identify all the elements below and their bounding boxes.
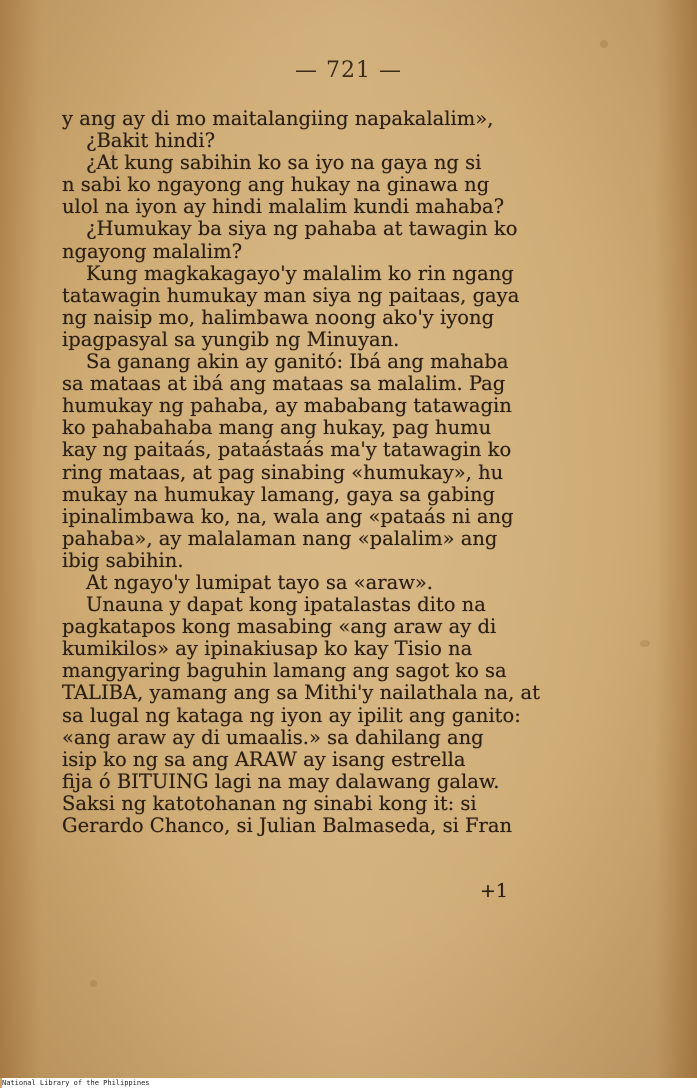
library-footer: National Library of the Philippines bbox=[2, 1078, 697, 1088]
page-number: — 721 — bbox=[295, 58, 402, 83]
text-line: n sabi ko ngayong ang hukay na ginawa ng bbox=[62, 174, 490, 197]
text-line: Sa ganang akin ay ganitó: Ibá ang mahaba bbox=[86, 351, 509, 374]
text-line: isip ko ng sa ang ARAW ay isang estrella bbox=[62, 748, 466, 771]
text-line: TALIBA, yamang ang sa Mithi'y nailathala na, at bbox=[62, 682, 540, 705]
text-line: ngayong malalim? bbox=[62, 240, 243, 263]
signature-mark: +1 bbox=[480, 880, 509, 902]
text-line: ipagpasyal sa yungib ng Minuyan. bbox=[62, 328, 400, 351]
text-line: humukay ng pahaba, ay mababang tatawagin bbox=[62, 395, 512, 418]
text-line: sa mataas at ibá ang mataas sa malalim. Pag bbox=[62, 373, 506, 396]
stain bbox=[600, 40, 608, 48]
text-line: «ang araw ay di umaalis.» sa dahilang ang bbox=[62, 726, 484, 749]
text-line: Unauna y dapat kong ipatalastas dito na bbox=[86, 594, 486, 617]
text-line: ng naisip mo, halimbawa noong ako'y iyong bbox=[62, 306, 495, 329]
text-line: Gerardo Chanco, si Julian Balmaseda, si Fran bbox=[62, 815, 513, 837]
text-line: pagkatapos kong masabing «ang araw ay di bbox=[62, 616, 497, 639]
text-line: tatawagin humukay man siya ng paitaas, gaya bbox=[62, 284, 520, 307]
text-line: ulol na iyon ay hindi malalim kundi mahaba? bbox=[62, 196, 505, 219]
text-line: mangyaring baguhin lamang ang sagot ko sa bbox=[62, 660, 507, 683]
text-line: At ngayo'y lumipat tayo sa «araw». bbox=[86, 571, 434, 594]
stain bbox=[90, 980, 97, 987]
text-line: y ang ay di mo maitalangiing napakalalim», bbox=[62, 108, 494, 130]
stain bbox=[640, 640, 650, 647]
text-line: ring mataas, at pag sinabing «humukay», hu bbox=[62, 461, 504, 484]
text-line: kay ng paitaás, pataástaás ma'y tatawagin ko bbox=[62, 439, 512, 462]
text-line: ¿At kung sabihin ko sa iyo na gaya ng si bbox=[86, 152, 482, 175]
text-line: mukay na humukay lamang, gaya sa gabing bbox=[62, 483, 495, 506]
text-line: sa lugal ng kataga ng iyon ay ipilit ang ganito: bbox=[62, 704, 521, 727]
text-line: ¿Bakit hindi? bbox=[86, 130, 216, 153]
text-line: Kung magkakagayo'y malalim ko rin ngang bbox=[86, 262, 514, 285]
text-line: fija ó BITUING lagi na may dalawang galaw. bbox=[62, 770, 500, 793]
text-line: Saksi ng katotohanan ng sinabi kong it: si bbox=[62, 792, 477, 815]
text-line: ipinalimbawa ko, na, wala ang «pataás ni ang bbox=[62, 505, 514, 528]
page-body-text bbox=[62, 108, 570, 837]
text-line: pahaba», ay malalaman nang «palalim» ang bbox=[62, 527, 498, 550]
text-line: ko pahabahaba mang ang hukay, pag humu bbox=[62, 417, 492, 440]
text-line: ¿Humukay ba siya ng pahaba at tawagin ko bbox=[86, 218, 518, 241]
text-line: kumikilos» ay ipinakiusap ko kay Tisio na bbox=[62, 638, 473, 661]
text-line: ibig sabihin. bbox=[62, 549, 184, 572]
